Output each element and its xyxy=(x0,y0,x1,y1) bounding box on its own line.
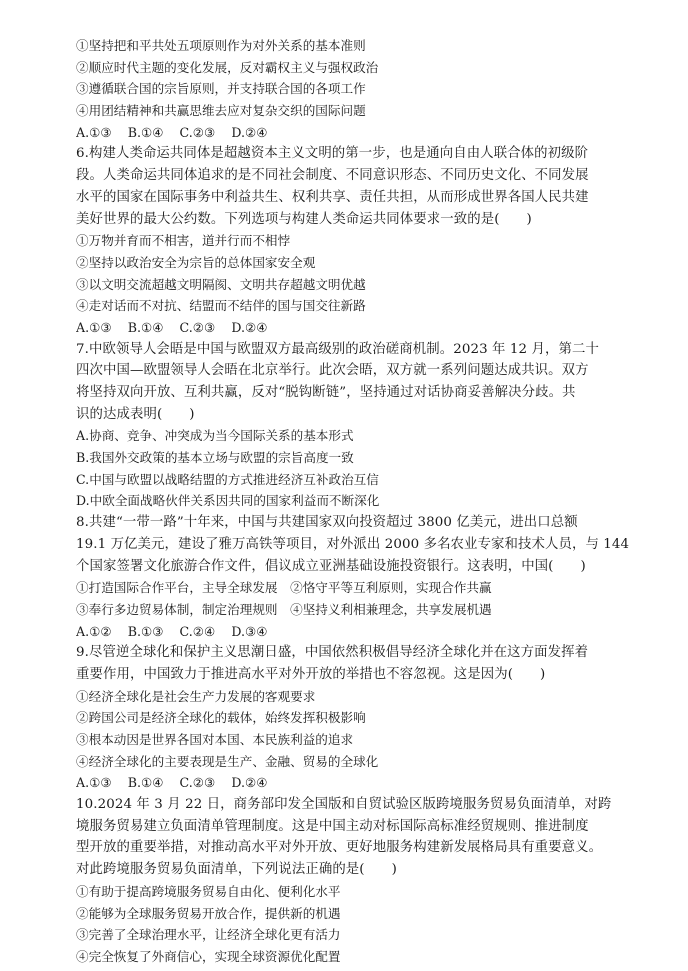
q5-answer-d: D.②④ xyxy=(231,124,268,140)
q8-answer-a: A.①② xyxy=(76,623,112,639)
q5-item-2: ②顺应时代主题的变化发展，反对霸权主义与强权政治 xyxy=(76,59,379,75)
q6-item-3: ③以文明交流超越文明隔阂、文明共存超越文明优越 xyxy=(76,276,366,292)
q9-answer-a: A.①③ xyxy=(76,775,112,791)
q9-item-3: ③根本动因是世界各国对本国、本民族利益的追求 xyxy=(76,732,354,747)
q6-stem-line-3: 水平的国家在国际事务中利益共生、权利共享、责任共担，从而形成世界各国人民共建 xyxy=(76,189,589,205)
q9-stem-line-2: 重要作用，中国致力于推进高水平对外开放的举措也不容忽视。这是因为( ) xyxy=(76,666,546,682)
q9-answer-choices xyxy=(76,772,636,794)
q10-item-1: ①有助于提高跨境服务贸易自由化、便利化水平 xyxy=(76,883,341,899)
q6-answer-d: D.②④ xyxy=(231,319,268,335)
q5-answer-choices xyxy=(76,122,636,144)
q9-answer-d: D.②④ xyxy=(231,775,268,791)
q5-item-4: ④用团结精神和共赢思维去应对复杂交织的国际问题 xyxy=(76,103,366,119)
question-7 xyxy=(76,339,636,513)
q8-stem-line-1: 8.共建“一带一路”十年来，中国与共建国家双向投资超过 3800 亿美元，进出口总额 xyxy=(76,515,578,531)
exam-page xyxy=(76,35,636,968)
q10-stem-line-4: 对此跨境服务贸易负面清单，下列说法正确的是( ) xyxy=(76,862,397,878)
q9-answer-c: C.②③ xyxy=(179,775,216,791)
q6-answer-c: C.②③ xyxy=(179,319,216,335)
q6-stem-line-1: 6.构建人类命运共同体是超越资本主义文明的第一步，也是通向自由人联合体的初级阶 xyxy=(76,146,589,162)
q5-answer-c: C.②③ xyxy=(179,124,216,140)
q5-item-1: ①坚持把和平共处五项原则作为对外关系的基本准则 xyxy=(76,38,366,53)
q7-stem-line-2: 四次中国—欧盟领导人会晤在北京举行。此次会晤，双方就一系列问题达成共识。双方 xyxy=(76,363,589,379)
q8-stem-line-2: 19.1 万亿美元，建设了雅万高铁等项目，对外派出 2000 多名农业专家和技术人员，与 144 xyxy=(76,536,630,552)
q6-answer-choices xyxy=(76,317,636,339)
q7-stem-line-4: 识的达成表明( ) xyxy=(76,406,195,422)
q8-answer-choices xyxy=(76,621,636,643)
q8-answer-c: C.②④ xyxy=(179,623,216,639)
question-9 xyxy=(76,642,636,794)
question-5-tail xyxy=(76,35,636,143)
q8-stem-line-3: 个国家签署文化旅游合作文件，倡议成立亚洲基础设施投资银行。这表明，中国( ) xyxy=(76,558,586,574)
q10-item-2: ②能够为全球服务贸易开放合作，提供新的机遇 xyxy=(76,905,341,921)
q10-item-3: ③完善了全球治理水平，让经济全球化更有活力 xyxy=(76,927,341,943)
question-8 xyxy=(76,512,636,642)
q6-stem-line-2: 段。人类命运共同体追求的是不同社会制度、不同意识形态、不同历史文化、不同发展 xyxy=(76,168,589,184)
question-6 xyxy=(76,143,636,338)
q7-stem-line-3: 将坚持双向开放、互利共赢，反对“脱钩断链”，坚持通过对话协商妥善解决分歧。共 xyxy=(76,385,576,400)
q5-item-3: ③遵循联合国的宗旨原则，并支持联合国的各项工作 xyxy=(76,81,366,97)
q10-stem-line-3: 型开放的重要举措，对推动高水平对外开放、更好地服务构建新发展格局具有重要意义。 xyxy=(76,840,603,856)
q6-answer-b: B.①④ xyxy=(127,319,164,335)
q8-answer-b: B.①③ xyxy=(127,623,164,639)
q10-item-4: ④完全恢复了外商信心，实现全球资源优化配置 xyxy=(76,948,341,964)
q9-stem-line-1: 9.尽管逆全球化和保护主义思潮日盛，中国依然积极倡导经济全球化并在这方面发挥着 xyxy=(76,645,589,661)
q7-option-c: C.中国与欧盟以战略结盟的方式推进经济互补政治互信 xyxy=(76,471,379,487)
q7-option-a: A.协商、竞争、冲突成为当今国际关系的基本形式 xyxy=(76,428,354,444)
q8-items-row-1: ①打造国际合作平台，主导全球发展 ②恪守平等互利原则，实现合作共赢 xyxy=(76,580,492,596)
q6-item-1: ①万物并育而不相害，道并行而不相悖 xyxy=(76,233,291,249)
q6-stem-line-4: 美好世界的最大公约数。下列选项与构建人类命运共同体要求一致的是( ) xyxy=(76,211,532,227)
question-10 xyxy=(76,794,636,968)
q9-item-4: ④经济全球化的主要表现是生产、金融、贸易的全球化 xyxy=(76,753,379,769)
q6-item-2: ②坚持以政治安全为宗旨的总体国家安全观 xyxy=(76,254,316,270)
q9-item-2: ②跨国公司是经济全球化的载体，始终发挥积极影响 xyxy=(76,710,366,726)
q10-stem-line-1: 10.2024 年 3 月 22 日，商务部印发全国版和自贸试验区版跨境服务贸易负面清单，对跨 xyxy=(76,797,612,813)
q9-answer-b: B.①④ xyxy=(127,775,164,791)
q5-answer-a: A.①③ xyxy=(76,124,112,140)
q6-answer-a: A.①③ xyxy=(76,319,112,335)
q8-items-row-2: ③奉行多边贸易体制，制定治理规则 ④坚持义利相兼理念，共享发展机遇 xyxy=(76,601,492,617)
q10-stem-line-2: 境服务贸易建立负面清单管理制度。这是中国主动对标国际高标准经贸规则、推进制度 xyxy=(76,818,589,834)
q8-answer-d: D.③④ xyxy=(231,623,268,639)
q9-item-1: ①经济全球化是社会生产力发展的客观要求 xyxy=(76,688,316,704)
q5-answer-b: B.①④ xyxy=(127,124,164,140)
q7-option-b: B.我国外交政策的基本立场与欧盟的宗旨高度一致 xyxy=(76,450,354,466)
q7-stem-line-1: 7.中欧领导人会晤是中国与欧盟双方最高级别的政治磋商机制。2023 年 12 月，第二十 xyxy=(76,341,599,357)
q6-item-4: ④走对话而不对抗、结盟而不结伴的国与国交往新路 xyxy=(76,298,366,314)
q7-option-d: D.中欧全面战略伙伴关系因共同的国家利益而不断深化 xyxy=(76,493,380,509)
